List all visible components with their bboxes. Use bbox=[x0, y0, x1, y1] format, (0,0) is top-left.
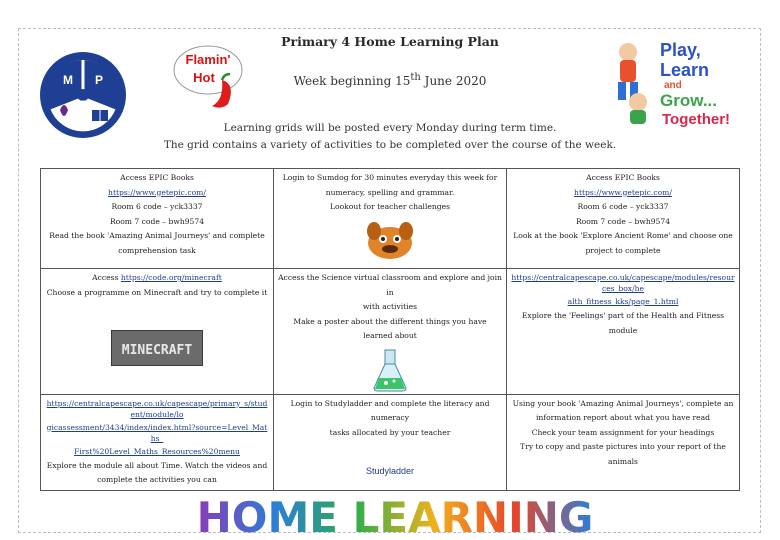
grid-cell-sumdog: Login to Sumdog for 30 minutes everyday this week for numeracy, spelling and grammar. Lookout for teacher challenges bbox=[274, 169, 507, 269]
logo-letter-s: S bbox=[79, 99, 87, 111]
grid-cell-time-module: https://centralcapescape.co.uk/capescape/primary_s/student/module/lo gicassessment/3434/index/index.html?source=Level_Maths_ First%20Level_Maths_Resources%20menu Explore the module all about Time. Watch the videos and complete the activities you can bbox=[41, 394, 274, 490]
code-org-link[interactable]: https://code.org/minecraft bbox=[120, 273, 222, 282]
grid-cell-studyladder: Login to Studyladder and complete the literacy and numeracy tasks allocated by your teacher Studyladder bbox=[274, 394, 507, 490]
grid-cell-health-fitness: https://centralcapescape.co.uk/capescape/modules/resources_box/he alth_fitness_kks/page_1.html Explore the 'Feelings' part of the Health and Fitness module bbox=[507, 269, 740, 395]
intro-text bbox=[150, 120, 630, 154]
logo-letter-p: P bbox=[94, 73, 104, 87]
minecraft-text: MINECRAFT bbox=[121, 343, 193, 358]
grid-row bbox=[41, 269, 740, 395]
health-fitness-link-1[interactable]: https://centralcapescape.co.uk/capescape/modules/resources_box/he bbox=[511, 273, 735, 293]
studyladder-logo bbox=[360, 460, 420, 480]
home-learning-text: HOME LEARNING bbox=[196, 493, 594, 538]
epic-link[interactable]: https://www.getepic.com/ bbox=[108, 187, 206, 197]
time-module-link-3[interactable]: First%20Level_Maths_Resources%20menu bbox=[74, 446, 240, 456]
sumdog-mascot-icon bbox=[360, 219, 420, 261]
school-logo bbox=[38, 50, 128, 140]
page-title: Primary 4 Home Learning Plan bbox=[281, 34, 499, 49]
health-fitness-link-2[interactable]: alth_fitness_kks/page_1.html bbox=[567, 297, 679, 306]
grid-row bbox=[41, 169, 740, 269]
time-module-link-2[interactable]: gicassessment/3434/index/index.html?source=Level_Maths_ bbox=[46, 422, 268, 443]
hot-text: Hot bbox=[193, 70, 215, 85]
minecraft-logo bbox=[111, 330, 203, 366]
learning-grid bbox=[40, 168, 740, 491]
flamin-hot-logo bbox=[170, 40, 250, 110]
play-text: Play, bbox=[660, 40, 701, 60]
grid-row bbox=[41, 394, 740, 490]
intro-line-1: Learning grids will be posted every Monday during term time. bbox=[223, 122, 557, 134]
grid-cell-science: Access the Science virtual classroom and explore and join in with activities Make a poster about the different things you have learned about bbox=[274, 269, 507, 395]
grid-cell-report: Using your book 'Amazing Animal Journeys', complete an information report about what you have read Check your team assignment for your headings Try to copy and paste pictures into your report of the animals bbox=[507, 394, 740, 490]
grid-cell-epic-books: Access EPIC Books https://www.getepic.com/ Room 6 code – yck3337 Room 7 code – bwh9574 Read the book 'Amazing Animal Journeys' and complete comprehension task bbox=[41, 169, 274, 269]
studyladder-text: Studyladder bbox=[365, 466, 415, 476]
learn-text: Learn bbox=[660, 60, 710, 80]
grid-cell-minecraft: Access https://code.org/minecraft Choose a programme on Minecraft and try to complete it MINECRAFT bbox=[41, 269, 274, 395]
time-module-link-1[interactable]: https://centralcapescape.co.uk/capescape/primary_s/student/module/lo bbox=[46, 398, 268, 419]
intro-line-2: The grid contains a variety of activities to be completed over the course of the week. bbox=[163, 139, 617, 151]
and-text: and bbox=[664, 80, 682, 91]
home-learning-banner bbox=[195, 492, 595, 538]
week-beginning: Week beginning 15th June 2020 bbox=[293, 72, 487, 88]
logo-letter-m: M bbox=[63, 73, 73, 87]
grow-text: Grow... bbox=[660, 91, 717, 110]
grid-cell-epic-rome: Access EPIC Books https://www.getepic.com/ Room 6 code – yck3337 Room 7 code – bwh9574 Look at the book 'Explore Ancient Rome' and choose one project to complete bbox=[507, 169, 740, 269]
play-learn-grow-logo bbox=[610, 30, 740, 130]
epic-link-2[interactable]: https://www.getepic.com/ bbox=[574, 187, 672, 197]
flamin-text: Flamin' bbox=[185, 52, 231, 67]
together-text: Together! bbox=[662, 111, 731, 128]
science-flask-icon bbox=[370, 348, 410, 392]
